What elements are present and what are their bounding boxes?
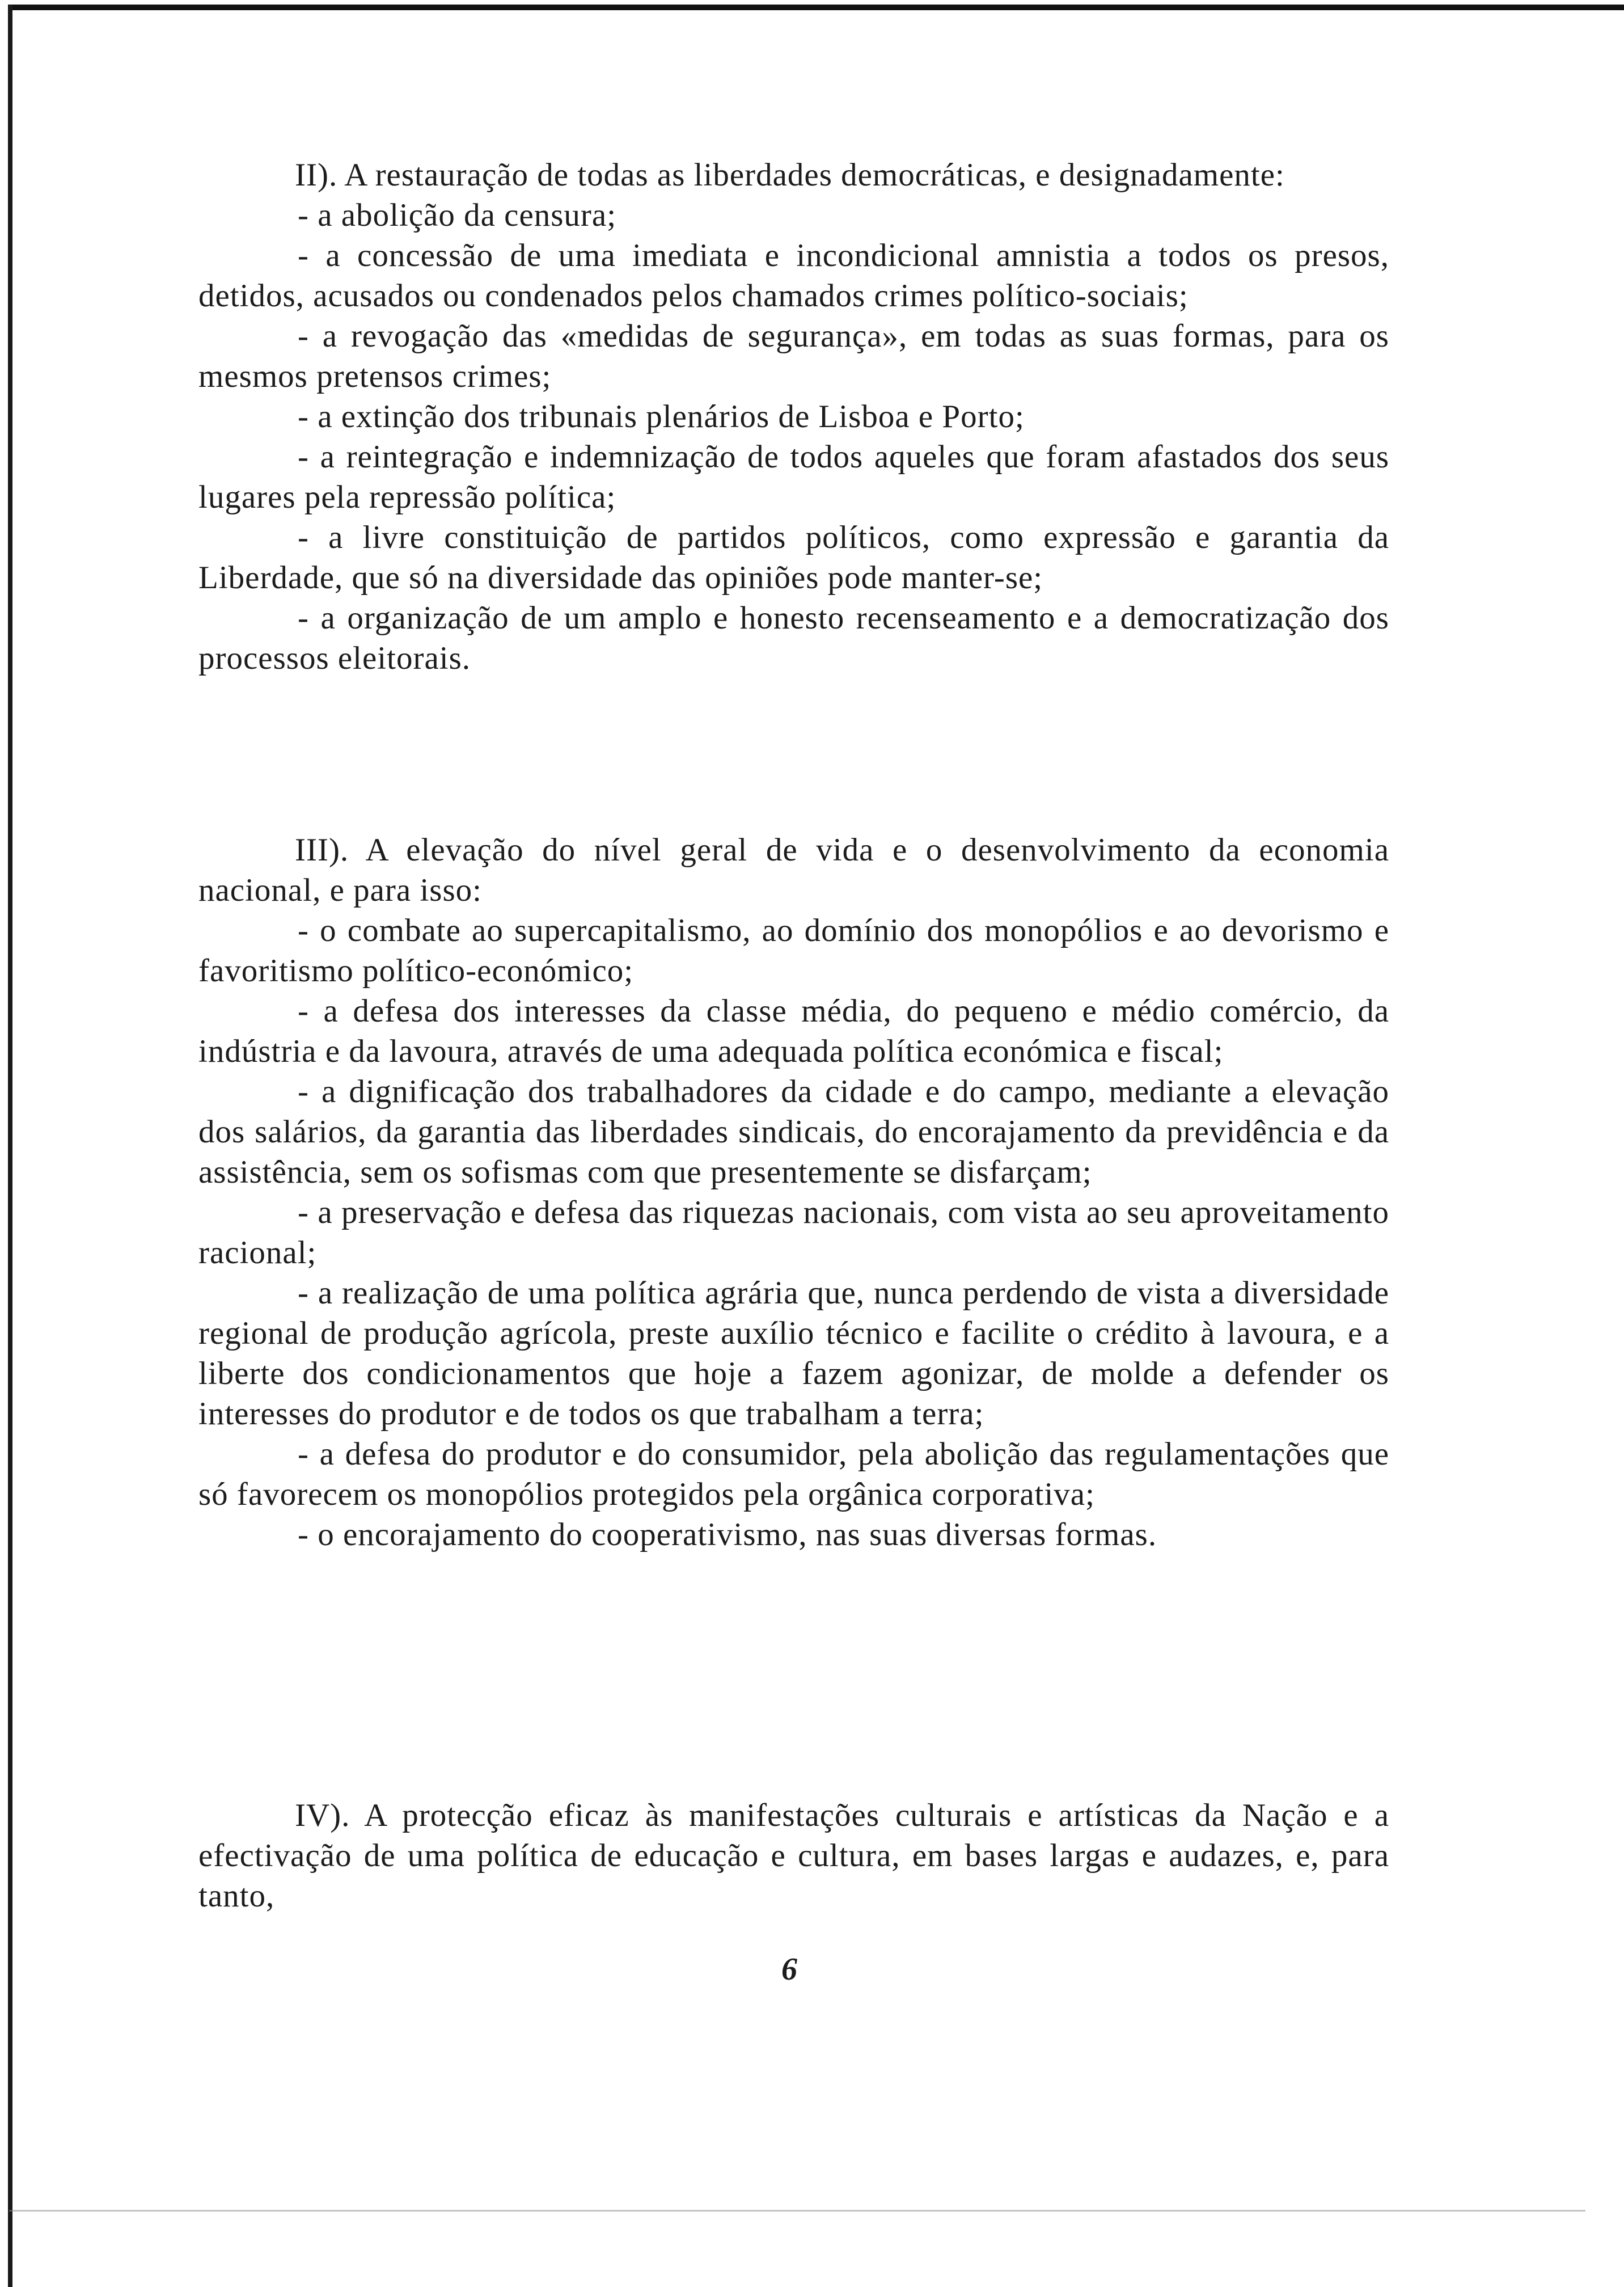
section-iii-item: - a realização de uma política agrária que, nunca perdendo de vista a diversidade regional de produção agrícola, preste auxílio técnico e facilite o crédito à lavoura, e a liberte dos condicionamentos que hoje a fazem agonizar, de molde a defender os interesses do produtor e de todos os que trabalham a terra; [198, 1275, 1389, 1432]
page-border-top [9, 5, 1624, 10]
section-iv-lead: IV). A protecção eficaz às manifestações culturais e artísticas da Nação e a efectivação de uma política de educação e cultura, em bases largas e audazes, e, para tanto, [198, 1797, 1389, 1914]
section-iii-item: - o encorajamento do cooperativismo, nas suas diversas formas. [298, 1517, 1157, 1552]
section-iii-item: - o combate ao supercapitalismo, ao domínio dos monopólios e ao devorismo e favoritismo político-económico; [198, 913, 1389, 989]
section-ii-item: - a revogação das «medidas de segurança», em todas as suas formas, para os mesmos pretensos crimes; [198, 318, 1389, 394]
page-border-bottom [9, 2210, 1585, 2212]
section-iii-item: - a dignificação dos trabalhadores da cidade e do campo, mediante a elevação dos salários, da garantia das liberdades sindicais, do encorajamento da previdência e da assistência, sem os sofismas com que presentemente se disfarçam; [198, 1074, 1389, 1190]
section-iii [198, 830, 1389, 1555]
section-ii-item: - a extinção dos tribunais plenários de Lisboa e Porto; [298, 399, 1025, 434]
section-iii-item: - a defesa dos interesses da classe média, do pequeno e médio comércio, da indústria e da lavoura, através de uma adequada política económica e fiscal; [198, 993, 1389, 1069]
section-ii-item: - a livre constituição de partidos políticos, como expressão e garantia da Liberdade, que só na diversidade das opiniões pode manter-se; [198, 520, 1389, 596]
section-iv [198, 1795, 1389, 1916]
section-ii-lead: II). A restauração de todas as liberdades democráticas, e designadamente: [295, 157, 1285, 193]
page-number: 6 [781, 1952, 797, 1987]
section-ii-item: - a organização de um amplo e honesto recenseamento e a democratização dos processos eleitorais. [198, 600, 1389, 676]
section-ii-item: - a reintegração e indemnização de todos aqueles que foram afastados dos seus lugares pela repressão política; [198, 439, 1389, 515]
section-iii-item: - a preservação e defesa das riquezas nacionais, com vista ao seu aproveitamento racional; [198, 1195, 1389, 1271]
section-iii-item: - a defesa do produtor e do consumidor, pela abolição das regulamentações que só favorecem os monopólios protegidos pela orgânica corporativa; [198, 1436, 1389, 1512]
section-ii-item: - a concessão de uma imediata e incondicional amnistia a todos os presos, detidos, acusados ou condenados pelos chamados crimes político-sociais; [198, 238, 1389, 314]
page-border-left [8, 5, 12, 2287]
section-ii [198, 155, 1389, 678]
section-ii-item: - a abolição da censura; [298, 197, 617, 233]
section-iii-lead: III). A elevação do nível geral de vida e o desenvolvimento da economia nacional, e para isso: [198, 832, 1389, 908]
